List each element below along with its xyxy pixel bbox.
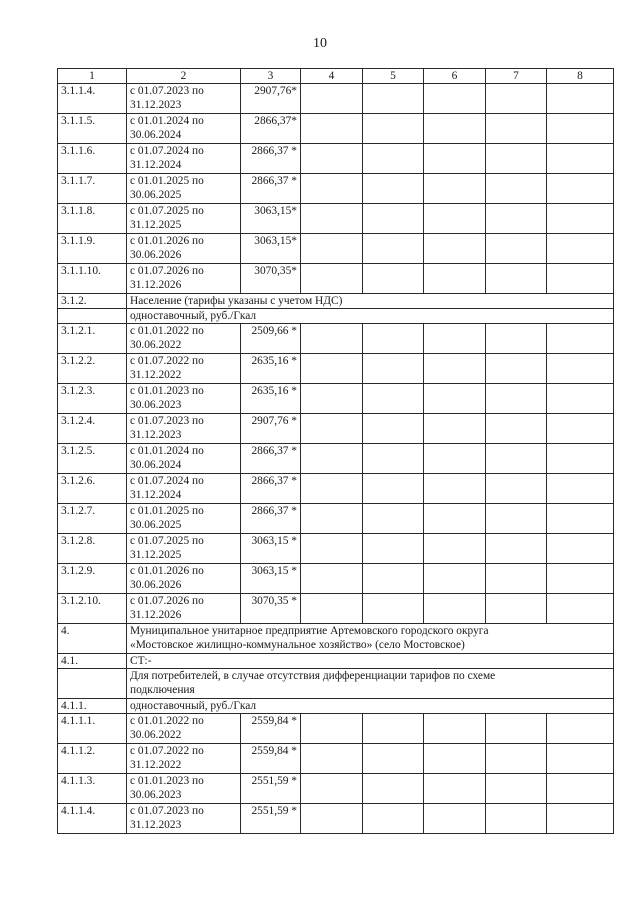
table-row [58,174,614,204]
tariff-table [57,68,614,834]
period-end: 31.12.2025 [130,219,182,231]
unit-label: одноставочный, руб./Гкал [127,309,614,324]
empty-cell [424,564,486,594]
empty-cell [486,174,547,204]
tariff-value: 2551,59 * [241,804,301,834]
row-number: 4.1.1.1. [58,714,127,744]
tariff-value: 2866,37* [241,114,301,144]
empty-cell [424,474,486,504]
empty-cell [547,264,614,294]
period-start: с 01.07.2022 по [130,355,204,367]
period-start: с 01.07.2025 по [130,535,204,547]
table-row [58,414,614,444]
empty-cell [301,714,363,744]
row-number: 3.1.1.6. [58,144,127,174]
empty-cell [363,144,424,174]
period-cell [127,114,241,144]
section-title: Население (тарифы указаны с учетом НДС) [127,294,614,309]
empty-cell [301,564,363,594]
empty-cell [547,174,614,204]
empty-cell [301,534,363,564]
period-start: с 01.07.2026 по [130,265,204,277]
period-start: с 01.07.2023 по [130,85,204,97]
table-row [58,594,614,624]
empty-cell [301,744,363,774]
column-header: 7 [486,69,547,84]
tariff-value: 2635,16 * [241,384,301,414]
empty-cell [301,594,363,624]
empty-cell [547,84,614,114]
empty-cell [424,414,486,444]
empty-cell [486,594,547,624]
table-row [58,474,614,504]
column-header: 5 [363,69,424,84]
empty-cell [486,114,547,144]
period-end: 30.06.2022 [130,339,182,351]
table-row [58,144,614,174]
row-number [58,309,127,324]
column-header: 1 [58,69,127,84]
row-number: 3.1.1.7. [58,174,127,204]
empty-cell [363,84,424,114]
empty-cell [547,384,614,414]
period-start: с 01.01.2026 по [130,235,204,247]
tariff-value: 2866,37 * [241,474,301,504]
period-start: с 01.01.2022 по [130,715,204,727]
empty-cell [363,114,424,144]
empty-cell [547,114,614,144]
period-end: 31.12.2023 [130,429,182,441]
table-row [58,354,614,384]
empty-cell [547,744,614,774]
period-start: с 01.07.2024 по [130,475,204,487]
section-row [58,624,614,654]
section-row [58,699,614,714]
table-row [58,324,614,354]
empty-cell [547,414,614,444]
table-row [58,264,614,294]
empty-cell [424,384,486,414]
period-cell [127,774,241,804]
empty-cell [547,444,614,474]
empty-cell [301,264,363,294]
period-cell [127,234,241,264]
empty-cell [424,504,486,534]
period-cell [127,534,241,564]
period-cell [127,594,241,624]
row-number: 3.1.2.5. [58,444,127,474]
period-start: с 01.01.2025 по [130,505,204,517]
period-end: 31.12.2023 [130,819,182,831]
empty-cell [424,534,486,564]
empty-cell [424,264,486,294]
period-cell [127,354,241,384]
row-number: 3.1.1.9. [58,234,127,264]
table-row [58,384,614,414]
empty-cell [363,354,424,384]
empty-cell [486,204,547,234]
period-start: с 01.01.2023 по [130,385,204,397]
empty-cell [363,534,424,564]
period-cell [127,564,241,594]
page-number: 10 [313,36,327,51]
period-end: 30.06.2025 [130,519,182,531]
period-cell [127,804,241,834]
empty-cell [547,804,614,834]
empty-cell [486,804,547,834]
row-number: 4.1.1.3. [58,774,127,804]
period-cell [127,474,241,504]
empty-cell [301,324,363,354]
period-cell [127,384,241,414]
empty-cell [424,84,486,114]
empty-cell [547,774,614,804]
table-row [58,504,614,534]
tariff-value: 2907,76* [241,84,301,114]
period-end: 31.12.2024 [130,489,182,501]
empty-cell [301,504,363,534]
row-number: 4.1. [58,654,127,669]
header-row [58,69,614,84]
period-end: 30.06.2023 [130,789,182,801]
empty-cell [547,534,614,564]
period-start: с 01.07.2022 по [130,745,204,757]
period-start: с 01.07.2025 по [130,205,204,217]
row-number: 3.1.2.7. [58,504,127,534]
column-header: 8 [547,69,614,84]
empty-cell [301,384,363,414]
empty-cell [424,144,486,174]
row-number: 4.1.1.2. [58,744,127,774]
tariff-value: 2635,16 * [241,354,301,384]
period-end: 30.06.2023 [130,399,182,411]
tariff-value: 2866,37 * [241,144,301,174]
tariff-value: 3063,15* [241,204,301,234]
empty-cell [301,234,363,264]
empty-cell [424,594,486,624]
column-header: 6 [424,69,486,84]
period-end: 31.12.2023 [130,99,182,111]
row-number: 3.1.2.1. [58,324,127,354]
period-start: с 01.07.2023 по [130,415,204,427]
empty-cell [486,744,547,774]
empty-cell [424,444,486,474]
row-number: 4. [58,624,127,654]
section-title: СТ:- [127,654,614,669]
period-cell [127,714,241,744]
empty-cell [486,354,547,384]
period-cell [127,204,241,234]
empty-cell [486,84,547,114]
empty-cell [301,804,363,834]
empty-cell [486,414,547,444]
empty-cell [363,384,424,414]
table-row [58,234,614,264]
table-row [58,534,614,564]
empty-cell [363,744,424,774]
empty-cell [301,444,363,474]
column-header: 2 [127,69,241,84]
tariff-value: 3063,15 * [241,564,301,594]
period-end: 31.12.2026 [130,279,182,291]
empty-cell [486,144,547,174]
empty-cell [547,714,614,744]
empty-cell [301,84,363,114]
empty-cell [547,474,614,504]
empty-cell [486,714,547,744]
empty-cell [363,804,424,834]
period-cell [127,744,241,774]
empty-cell [547,144,614,174]
table-row [58,114,614,144]
empty-cell [363,324,424,354]
row-number: 3.1.2.8. [58,534,127,564]
table-row [58,204,614,234]
row-number [58,669,127,699]
period-cell [127,84,241,114]
empty-cell [363,174,424,204]
section-row [58,669,614,699]
period-end: 30.06.2024 [130,459,182,471]
period-end: 31.12.2026 [130,609,182,621]
empty-cell [363,474,424,504]
empty-cell [424,324,486,354]
table-row [58,444,614,474]
table-row [58,84,614,114]
tariff-value: 2866,37 * [241,504,301,534]
empty-cell [486,504,547,534]
empty-cell [363,414,424,444]
empty-cell [301,774,363,804]
period-end: 30.06.2024 [130,129,182,141]
empty-cell [486,774,547,804]
empty-cell [301,114,363,144]
empty-cell [547,324,614,354]
period-start: с 01.07.2024 по [130,145,204,157]
empty-cell [486,324,547,354]
table-row [58,564,614,594]
empty-cell [301,174,363,204]
period-cell [127,174,241,204]
section-title-line: Для потребителей, в случае отсутствия дифференциации тарифов по схеме [130,670,496,682]
column-header: 3 [241,69,301,84]
period-start: с 01.01.2025 по [130,175,204,187]
empty-cell [301,354,363,384]
empty-cell [363,564,424,594]
section-title: одноставочный, руб./Гкал [127,699,614,714]
empty-cell [547,354,614,384]
tariff-value: 2907,76 * [241,414,301,444]
row-number: 3.1.1.5. [58,114,127,144]
tariff-value: 3063,15 * [241,534,301,564]
period-end: 30.06.2025 [130,189,182,201]
row-number: 4.1.1. [58,699,127,714]
table-row [58,804,614,834]
tariff-value: 2866,37 * [241,444,301,474]
empty-cell [547,504,614,534]
empty-cell [486,534,547,564]
empty-cell [301,474,363,504]
period-start: с 01.01.2024 по [130,115,204,127]
period-cell [127,144,241,174]
empty-cell [547,204,614,234]
table-row [58,774,614,804]
tariff-value: 2551,59 * [241,774,301,804]
row-number: 3.1.1.10. [58,264,127,294]
period-end: 30.06.2026 [130,249,182,261]
row-number: 3.1.1.8. [58,204,127,234]
empty-cell [486,444,547,474]
table-row [58,744,614,774]
empty-cell [486,234,547,264]
empty-cell [486,474,547,504]
empty-cell [301,144,363,174]
period-start: с 01.01.2023 по [130,775,204,787]
empty-cell [363,714,424,744]
empty-cell [424,234,486,264]
section-row [58,294,614,309]
section-title-line: подключения [130,684,195,696]
empty-cell [486,264,547,294]
row-number: 3.1.2. [58,294,127,309]
empty-cell [424,774,486,804]
tariff-value: 3070,35* [241,264,301,294]
empty-cell [363,504,424,534]
period-end: 31.12.2025 [130,549,182,561]
period-start: с 01.07.2023 по [130,805,204,817]
empty-cell [424,804,486,834]
empty-cell [424,204,486,234]
row-number: 3.1.2.3. [58,384,127,414]
period-start: с 01.01.2024 по [130,445,204,457]
empty-cell [486,564,547,594]
row-number: 3.1.2.6. [58,474,127,504]
section-title-line: Муниципальное унитарное предприятие Артемовского городского округа [130,625,489,637]
tariff-value: 2509,66 * [241,324,301,354]
period-end: 30.06.2022 [130,729,182,741]
row-number: 3.1.2.10. [58,594,127,624]
tariff-value: 3070,35 * [241,594,301,624]
tariff-value: 3063,15* [241,234,301,264]
empty-cell [424,354,486,384]
period-start: с 01.01.2022 по [130,325,204,337]
section-title-line: «Мостовское жилищно-коммунальное хозяйство» (село Мостовское) [130,639,465,651]
table-row [58,714,614,744]
empty-cell [363,234,424,264]
empty-cell [363,444,424,474]
row-number: 3.1.2.4. [58,414,127,444]
unit-row [58,309,614,324]
section-title [127,624,614,654]
empty-cell [486,384,547,414]
tariff-value: 2559,84 * [241,714,301,744]
period-start: с 01.07.2026 по [130,595,204,607]
empty-cell [363,264,424,294]
period-end: 31.12.2022 [130,369,182,381]
row-number: 3.1.2.9. [58,564,127,594]
column-header: 4 [301,69,363,84]
period-cell [127,414,241,444]
period-cell [127,504,241,534]
empty-cell [424,714,486,744]
empty-cell [424,174,486,204]
period-cell [127,324,241,354]
empty-cell [547,234,614,264]
empty-cell [301,204,363,234]
empty-cell [363,774,424,804]
empty-cell [424,114,486,144]
period-cell [127,444,241,474]
empty-cell [547,594,614,624]
row-number: 3.1.1.4. [58,84,127,114]
period-end: 31.12.2022 [130,759,182,771]
empty-cell [547,564,614,594]
period-end: 31.12.2024 [130,159,182,171]
tariff-value: 2559,84 * [241,744,301,774]
empty-cell [363,204,424,234]
section-row [58,654,614,669]
empty-cell [424,744,486,774]
empty-cell [363,594,424,624]
period-start: с 01.01.2026 по [130,565,204,577]
period-cell [127,264,241,294]
period-end: 30.06.2026 [130,579,182,591]
empty-cell [301,414,363,444]
row-number: 3.1.2.2. [58,354,127,384]
section-title [127,669,614,699]
row-number: 4.1.1.4. [58,804,127,834]
tariff-value: 2866,37 * [241,174,301,204]
